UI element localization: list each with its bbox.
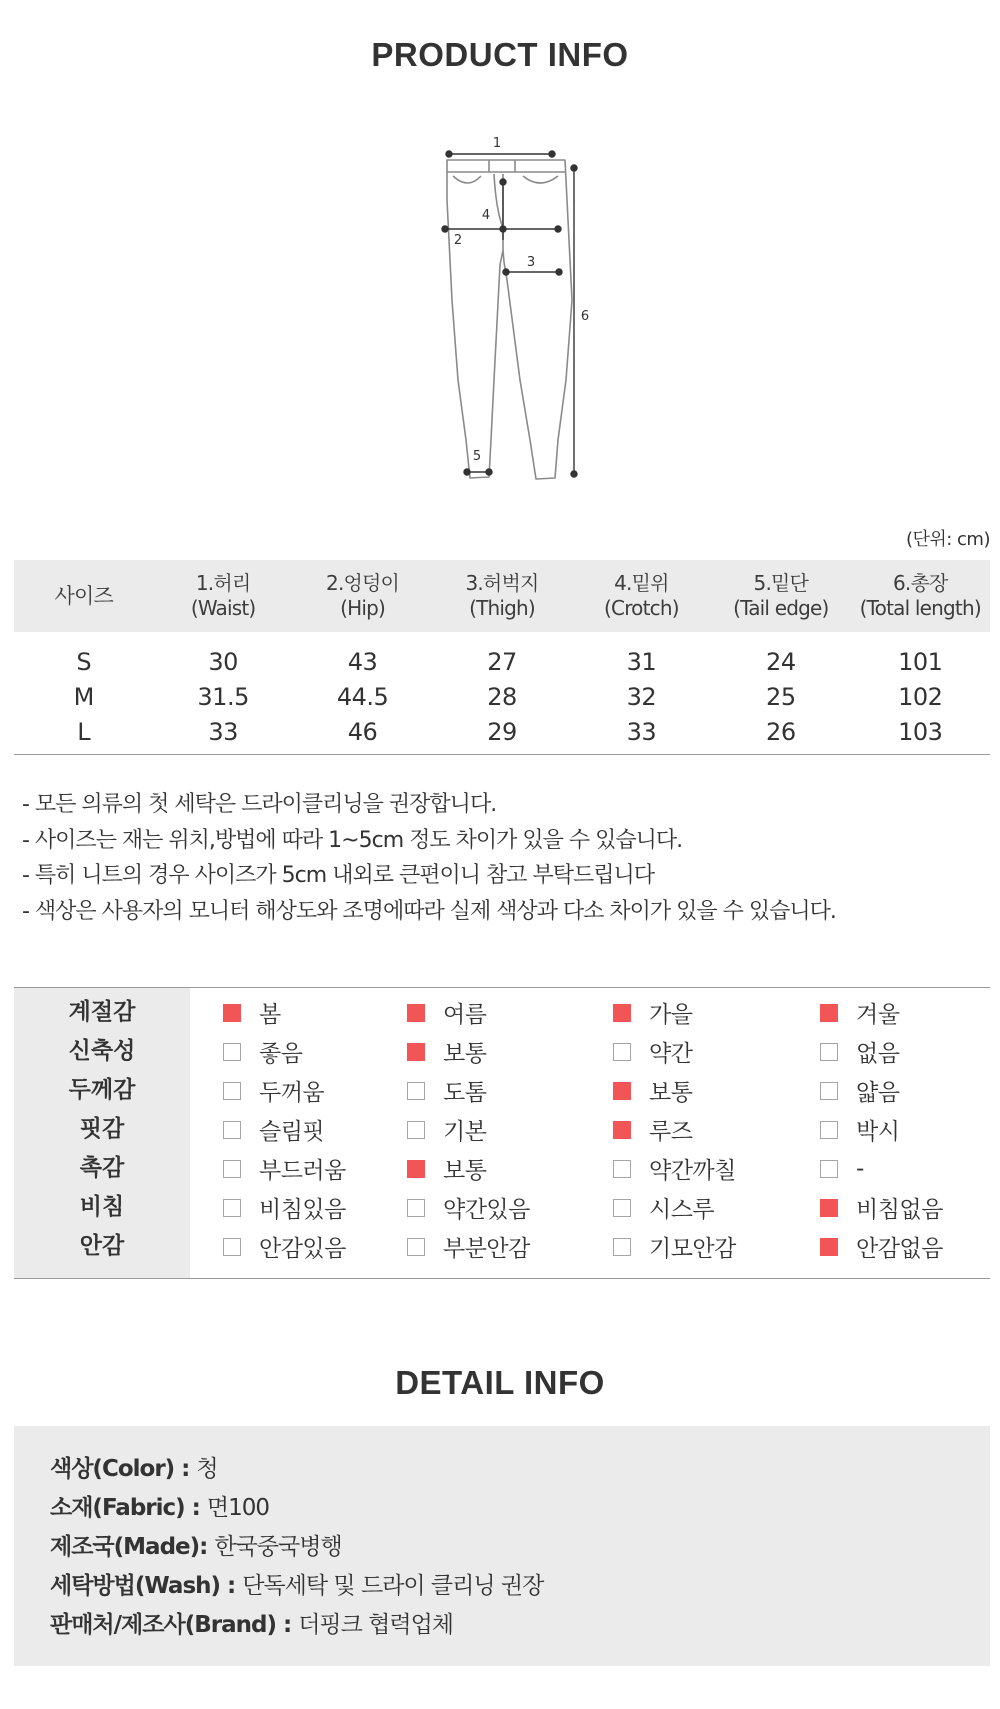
attribute-label: 핏감 bbox=[79, 1116, 125, 1142]
attribute-row bbox=[14, 1032, 990, 1071]
table-row bbox=[14, 644, 990, 679]
attribute-row bbox=[14, 993, 990, 1032]
table-row bbox=[14, 714, 990, 749]
attribute-option-label: 겨울 bbox=[856, 1002, 900, 1028]
table-cell: 26 bbox=[766, 717, 796, 746]
attribute-option-label: 봄 bbox=[259, 1002, 281, 1028]
attribute-option-label: 기본 bbox=[443, 1119, 487, 1145]
attribute-option bbox=[223, 1227, 346, 1266]
attribute-option bbox=[407, 993, 486, 1032]
attribute-option-label: 약간까칠 bbox=[649, 1158, 736, 1184]
table-cell: 25 bbox=[766, 682, 796, 711]
table-cell: 33 bbox=[208, 717, 238, 746]
empty-box-icon bbox=[613, 1160, 631, 1178]
attribute-option-label: 얇음 bbox=[856, 1080, 900, 1106]
header-waist: 1.허리 (Waist) bbox=[190, 571, 256, 620]
table-cell: 103 bbox=[898, 717, 943, 746]
detail-value: 면100 bbox=[206, 1495, 270, 1521]
checked-box-icon bbox=[820, 1199, 838, 1217]
checked-box-icon bbox=[820, 1004, 838, 1022]
table-cell: 29 bbox=[487, 717, 517, 746]
empty-box-icon bbox=[223, 1043, 241, 1061]
attribute-option bbox=[820, 1071, 899, 1110]
checked-box-icon bbox=[613, 1121, 631, 1139]
attribute-option-label: 여름 bbox=[443, 1002, 487, 1028]
attribute-option bbox=[223, 1188, 346, 1227]
attribute-option-label: 약간 bbox=[649, 1041, 693, 1067]
attribute-option-label: 보통 bbox=[443, 1041, 487, 1067]
detail-value: 한국중국병행 bbox=[214, 1534, 342, 1560]
checked-box-icon bbox=[613, 1082, 631, 1100]
attribute-option bbox=[613, 993, 692, 1032]
detail-value: 더핑크 협력업체 bbox=[298, 1612, 454, 1638]
detail-row-wash bbox=[50, 1567, 543, 1600]
note-line: - 색상은 사용자의 모니터 해상도와 조명에따라 실제 색상과 다소 차이가 있을 수 있습니다. bbox=[22, 898, 836, 924]
header-size: 사이즈 bbox=[54, 583, 113, 608]
checked-box-icon bbox=[407, 1043, 425, 1061]
attribute-table bbox=[14, 987, 990, 1279]
attribute-row bbox=[14, 1071, 990, 1110]
attribute-option bbox=[407, 1227, 530, 1266]
attribute-option-label: 박시 bbox=[856, 1119, 900, 1145]
table-cell: L bbox=[77, 717, 91, 746]
attribute-option-label: 보통 bbox=[649, 1080, 693, 1106]
attribute-option bbox=[820, 1227, 943, 1266]
empty-box-icon bbox=[407, 1082, 425, 1100]
attribute-option bbox=[223, 1149, 346, 1188]
empty-box-icon bbox=[223, 1082, 241, 1100]
empty-box-icon bbox=[407, 1199, 425, 1217]
attribute-label: 신축성 bbox=[68, 1038, 136, 1064]
attribute-option-label: 도톰 bbox=[443, 1080, 487, 1106]
attribute-option-label: 시스루 bbox=[649, 1197, 715, 1223]
pants-measurement-diagram bbox=[0, 130, 1000, 490]
table-cell: 24 bbox=[766, 647, 796, 676]
attribute-option-label: 비침있음 bbox=[259, 1197, 346, 1223]
attribute-option bbox=[613, 1188, 714, 1227]
care-notes bbox=[22, 787, 982, 929]
attribute-option bbox=[223, 993, 281, 1032]
diagram-label-3: 3 bbox=[526, 255, 536, 270]
empty-box-icon bbox=[407, 1121, 425, 1139]
checked-box-icon bbox=[613, 1004, 631, 1022]
table-cell: 32 bbox=[626, 682, 657, 711]
detail-row-fabric bbox=[50, 1489, 269, 1522]
attribute-option bbox=[407, 1032, 486, 1071]
detail-info-heading: DETAIL INFO bbox=[395, 1364, 605, 1401]
table-cell: M bbox=[73, 682, 94, 711]
attribute-row bbox=[14, 1110, 990, 1149]
attribute-row bbox=[14, 1188, 990, 1227]
detail-key: 색상(Color) : bbox=[50, 1456, 197, 1482]
empty-box-icon bbox=[613, 1199, 631, 1217]
attribute-option-label: 두꺼움 bbox=[259, 1080, 325, 1106]
detail-row-made bbox=[50, 1528, 342, 1561]
empty-box-icon bbox=[820, 1160, 838, 1178]
attribute-option bbox=[613, 1071, 692, 1110]
diagram-label-4: 4 bbox=[481, 208, 491, 223]
attribute-row bbox=[14, 1149, 990, 1188]
attribute-option bbox=[223, 1071, 324, 1110]
table-cell: 28 bbox=[487, 682, 517, 711]
attribute-label: 두께감 bbox=[68, 1077, 136, 1103]
attribute-option bbox=[613, 1110, 692, 1149]
detail-key: 제조국(Made): bbox=[50, 1534, 215, 1560]
measure-lines bbox=[442, 151, 577, 477]
empty-box-icon bbox=[223, 1199, 241, 1217]
size-table-body bbox=[14, 632, 990, 755]
attribute-label: 안감 bbox=[79, 1233, 125, 1259]
attribute-option-label: 기모안감 bbox=[649, 1236, 736, 1262]
attribute-option-label: 비침없음 bbox=[856, 1197, 943, 1223]
checked-box-icon bbox=[407, 1160, 425, 1178]
attribute-option-label: - bbox=[856, 1155, 864, 1182]
attribute-option-label: 없음 bbox=[856, 1041, 900, 1067]
empty-box-icon bbox=[820, 1121, 838, 1139]
table-cell: 101 bbox=[898, 647, 943, 676]
checked-box-icon bbox=[407, 1004, 425, 1022]
unit-note: (단위: cm) bbox=[905, 529, 990, 550]
attribute-option bbox=[613, 1149, 736, 1188]
detail-row-color bbox=[50, 1450, 218, 1483]
attribute-row bbox=[14, 1227, 990, 1266]
empty-box-icon bbox=[223, 1238, 241, 1256]
header-total-length: 6.총장 (Total length) bbox=[859, 571, 981, 620]
diagram-label-2: 2 bbox=[453, 233, 463, 248]
attribute-option-label: 안감없음 bbox=[856, 1236, 943, 1262]
product-info-heading: PRODUCT INFO bbox=[371, 36, 629, 73]
attribute-option bbox=[820, 1149, 864, 1188]
attribute-option bbox=[613, 1227, 736, 1266]
header-hip: 2.엉덩이 (Hip) bbox=[326, 571, 400, 620]
checked-box-icon bbox=[223, 1004, 241, 1022]
table-cell: 33 bbox=[626, 717, 657, 746]
detail-value: 단독세탁 및 드라이 클리닝 권장 bbox=[242, 1573, 544, 1599]
detail-key: 소재(Fabric) : bbox=[50, 1495, 207, 1521]
attribute-option bbox=[820, 1032, 899, 1071]
diagram-label-6: 6 bbox=[580, 309, 590, 324]
table-row bbox=[14, 679, 990, 714]
attribute-option bbox=[223, 1032, 302, 1071]
note-line: - 특히 니트의 경우 사이즈가 5cm 내외로 큰편이니 참고 부탁드립니다 bbox=[22, 863, 654, 888]
detail-key: 판매처/제조사(Brand) : bbox=[50, 1612, 299, 1638]
table-cell: 27 bbox=[487, 647, 517, 676]
attribute-option bbox=[407, 1149, 486, 1188]
size-table bbox=[14, 560, 990, 755]
header-tail-edge: 5.밑단 (Tail edge) bbox=[733, 571, 829, 620]
detail-key: 세탁방법(Wash) : bbox=[50, 1573, 243, 1599]
attribute-label: 비침 bbox=[79, 1194, 125, 1220]
header-thigh: 3.허벅지 (Thigh) bbox=[465, 571, 539, 620]
attribute-option-label: 보통 bbox=[443, 1158, 487, 1184]
diagram-label-1: 1 bbox=[492, 136, 502, 151]
attribute-option-label: 루즈 bbox=[649, 1119, 693, 1145]
table-cell: S bbox=[76, 647, 92, 676]
checked-box-icon bbox=[820, 1238, 838, 1256]
table-cell: 30 bbox=[208, 647, 238, 676]
attribute-option bbox=[407, 1110, 486, 1149]
table-cell: 43 bbox=[347, 647, 378, 676]
table-cell: 31.5 bbox=[197, 682, 249, 711]
detail-info-box bbox=[14, 1426, 990, 1666]
table-cell: 102 bbox=[898, 682, 943, 711]
note-line: - 사이즈는 재는 위치,방법에 따라 1~5cm 정도 차이가 있을 수 있습니다. bbox=[22, 827, 683, 853]
attribute-option bbox=[223, 1110, 324, 1149]
empty-box-icon bbox=[223, 1160, 241, 1178]
attribute-option-label: 좋음 bbox=[259, 1041, 303, 1067]
attribute-option bbox=[820, 993, 899, 1032]
attribute-option-label: 가을 bbox=[649, 1002, 693, 1028]
attribute-option-label: 슬림핏 bbox=[259, 1119, 325, 1145]
size-table-header bbox=[14, 560, 990, 632]
attribute-option-label: 안감있음 bbox=[259, 1236, 346, 1262]
table-cell: 46 bbox=[347, 717, 378, 746]
attribute-option bbox=[820, 1110, 899, 1149]
attribute-option bbox=[613, 1032, 692, 1071]
attribute-label: 촉감 bbox=[79, 1155, 125, 1181]
attribute-label: 계절감 bbox=[68, 999, 136, 1025]
attribute-option-label: 부드러움 bbox=[259, 1158, 346, 1184]
detail-value: 청 bbox=[196, 1456, 218, 1482]
empty-box-icon bbox=[407, 1238, 425, 1256]
empty-box-icon bbox=[820, 1043, 838, 1061]
attribute-option-label: 부분안감 bbox=[443, 1236, 530, 1262]
attribute-option bbox=[407, 1188, 530, 1227]
detail-row-brand bbox=[50, 1606, 453, 1639]
empty-box-icon bbox=[613, 1238, 631, 1256]
note-line: - 모든 의류의 첫 세탁은 드라이클리닝을 권장합니다. bbox=[22, 792, 497, 817]
pants-outline bbox=[447, 160, 572, 479]
attribute-option bbox=[407, 1071, 486, 1110]
empty-box-icon bbox=[223, 1121, 241, 1139]
header-crotch: 4.밑위 (Crotch) bbox=[604, 571, 679, 620]
table-cell: 31 bbox=[626, 647, 657, 676]
attribute-option-label: 약간있음 bbox=[443, 1197, 530, 1223]
attribute-option bbox=[820, 1188, 943, 1227]
empty-box-icon bbox=[820, 1082, 838, 1100]
empty-box-icon bbox=[613, 1043, 631, 1061]
diagram-label-5: 5 bbox=[472, 449, 482, 464]
table-cell: 44.5 bbox=[336, 682, 389, 711]
